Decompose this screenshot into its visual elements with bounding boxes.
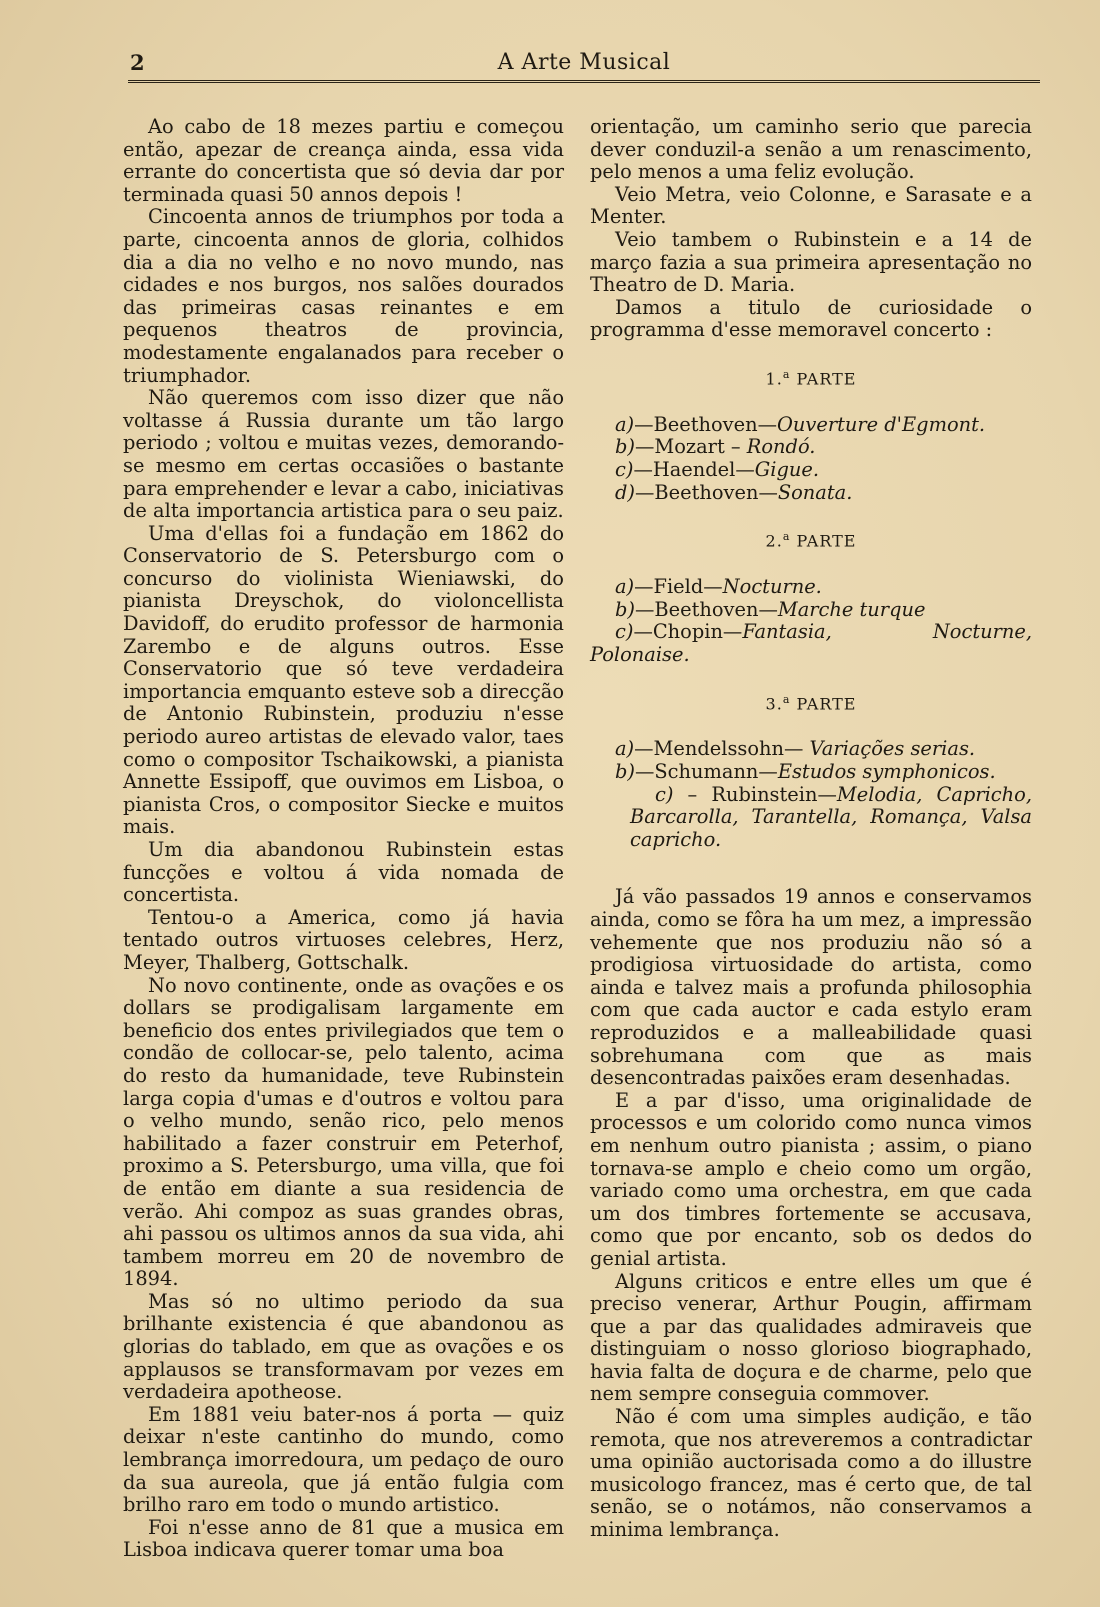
paragraph: Um dia abandonou Rubinstein estas funcções e voltou á vida nomada de concertista. — [123, 838, 564, 907]
paragraph: orientação, um caminho serio que parecia dever conduzil-a senão a um renascimento, pelo menos a uma feliz evolução. — [590, 115, 1032, 184]
paragraph: Mas só no ultimo periodo da sua brilhante existencia é que abandonou as glorias do tablado, em que as ovações e os applausos se transformavam por vezes em verdadeira apotheose. — [123, 1289, 564, 1404]
programme-part-title: 1.$^a$ PARTE — [765, 367, 857, 389]
paragraph: Não é com uma simples audição, e tão remota, que nos atreveremos a contradictar uma opinião auctorisada como a do illustre musicologo francez, mas é certo que, de tal senão, se o notámos, não conservamos a minima lembrança. — [590, 1405, 1032, 1542]
page-number: 2 — [130, 50, 145, 75]
left-column — [123, 116, 564, 1562]
programme-item: a)—Beethoven—Ouverture d'Egmont. — [615, 412, 986, 436]
paragraph: Já vão passados 19 annos e conservamos ainda, como se fôra ha um mez, a impressão vehemente que nos produziu não só a prodigiosa virtuosidade do artista, como ainda e talvez mais a profunda philosophia com que cada auctor e cada estylo eram reproduzidos e a malleabilidade quasi sobrehumana com que as mais desencontradas paixões eram desenhadas. — [590, 885, 1032, 1090]
programme-item: a)—Field—Nocturne. — [615, 575, 822, 599]
paragraph: E a par d'isso, uma originalidade de processos e um colorido como nunca vimos em nenhum outro pianista ; assim, o piano tornava-se amplo e cheio como um orgão, variado como uma orchestra, em que cada um dos timbres fortemente se accusava, como que por encanto, sob os dedos do genial artista. — [590, 1088, 1032, 1270]
paragraph: Damos a titulo de curiosidade o programma d'esse memoravel concerto : — [590, 295, 1032, 342]
paragraph: Veio Metra, veio Colonne, e Sarasate e a Menter. — [590, 182, 1032, 229]
paragraph: Uma d'ellas foi a fundação em 1862 do Conservatorio de S. Petersburgo com o concurso do violinista Wieniawski, do pianista Dreyschok, do violoncellista Davidoff, do erudito professor de harmonia Zarembo e de alguns outros. Esse Conservatorio que só teve verdadeira importancia emquanto esteve sob a direcção de Antonio Rubinstein, produziu n'esse periodo aureo artistas de elevado valor, taes como o compositor Tschaikowski, a pianista Annette Essipoff, que ouvimos em Lisboa, o pianista Cros, o compositor Siecke e muitos mais. — [123, 521, 564, 839]
journal-title: A Arte Musical — [497, 50, 671, 75]
programme-item: b)—Schumann—Estudos symphonicos. — [615, 760, 996, 784]
programme-item: b)—Beethoven—Marche turque — [615, 597, 926, 621]
programme-part-title: 3.$^a$ PARTE — [765, 692, 857, 713]
programme-item: b)—Mozart – Rondó. — [615, 435, 816, 459]
programme-item: a)—Mendelssohn— Variações serias. — [615, 737, 976, 761]
programme-item: c) – Rubinstein—Melodia, Capricho, Barcarolla, Tarantella, Romança, Valsa capricho. — [630, 782, 1032, 851]
page-header — [128, 46, 1040, 83]
programme-part-title: 2.$^a$ PARTE — [765, 530, 857, 551]
programme-item: d)—Beethoven—Sonata. — [615, 480, 853, 504]
programme-item: c)—Chopin—Fantasia, Nocturne, Polonaise. — [590, 620, 1032, 666]
paragraph: Cincoenta annos de triumphos por toda a parte, cincoenta annos de gloria, colhidos dia a dia no velho e no novo mundo, nas cidades e nos burgos, nos salões dourados das primeiras casas reinantes e em pequenos theatros de provincia, modestamente engalanados para receber o triumphador. — [123, 205, 564, 387]
paragraph: Ao cabo de 18 mezes partiu e começou então, apezar de creança ainda, essa vida errante do concertista que só devia dar por terminada quasi 50 annos depois ! — [123, 115, 564, 206]
paragraph: Em 1881 veiu bater-nos á porta — quiz deixar n'este cantinho do mundo, como lembrança imorredoura, um pedaço de ouro da sua aureola, que já então fulgia com brilho raro em todo o mundo artistico. — [123, 1402, 564, 1517]
article-continuation — [590, 886, 1032, 1541]
paragraph: Tentou-o a America, como já havia tentado outros virtuoses celebres, Herz, Meyer, Thalberg, Gottschalk. — [123, 905, 564, 974]
programme-item: c)—Haendel—Gigue. — [615, 458, 819, 482]
right-column — [590, 116, 1032, 1542]
paragraph: Alguns criticos e entre elles um que é preciso venerar, Arthur Pougin, affirmam que a par das qualidades admiraveis que distinguiam o nosso glorioso biographado, havia falta de doçura e de charme, pelo que nem sempre conseguia commover. — [590, 1269, 1032, 1406]
paragraph: No novo continente, onde as ovações e os dollars se prodigalisam largamente em beneficio dos entes privilegiados que tem o condão de collocar-se, pelo talento, acima do resto da humanidade, teve Rubinstein larga copia d'umas e d'outros e voltou para o velho mundo, senão rico, pelo menos habilitado a fazer construir em Peterhof, proximo a S. Petersburgo, uma villa, que foi de então em diante a sua residencia de verão. Ahi compoz as suas grandes obras, ahi passou os ultimos annos da sua vida, ahi tambem morreu em 20 de novembro de 1894. — [123, 973, 564, 1291]
paragraph: Veio tambem o Rubinstein e a 14 de março fazia a sua primeira apresentação no Theatro de D. Maria. — [590, 227, 1032, 297]
paragraph: Não queremos com isso dizer que não voltasse á Russia durante um tão largo periodo ; voltou e muitas vezes, demorando-se mesmo em certas occasiões o bastante para emprehender e levar a cabo, iniciativas de alta importancia artistica para o seu paiz. — [123, 386, 564, 523]
paragraph: Foi n'esse anno de 81 que a musica em Lisboa indicava querer tomar uma boa — [123, 1515, 564, 1562]
